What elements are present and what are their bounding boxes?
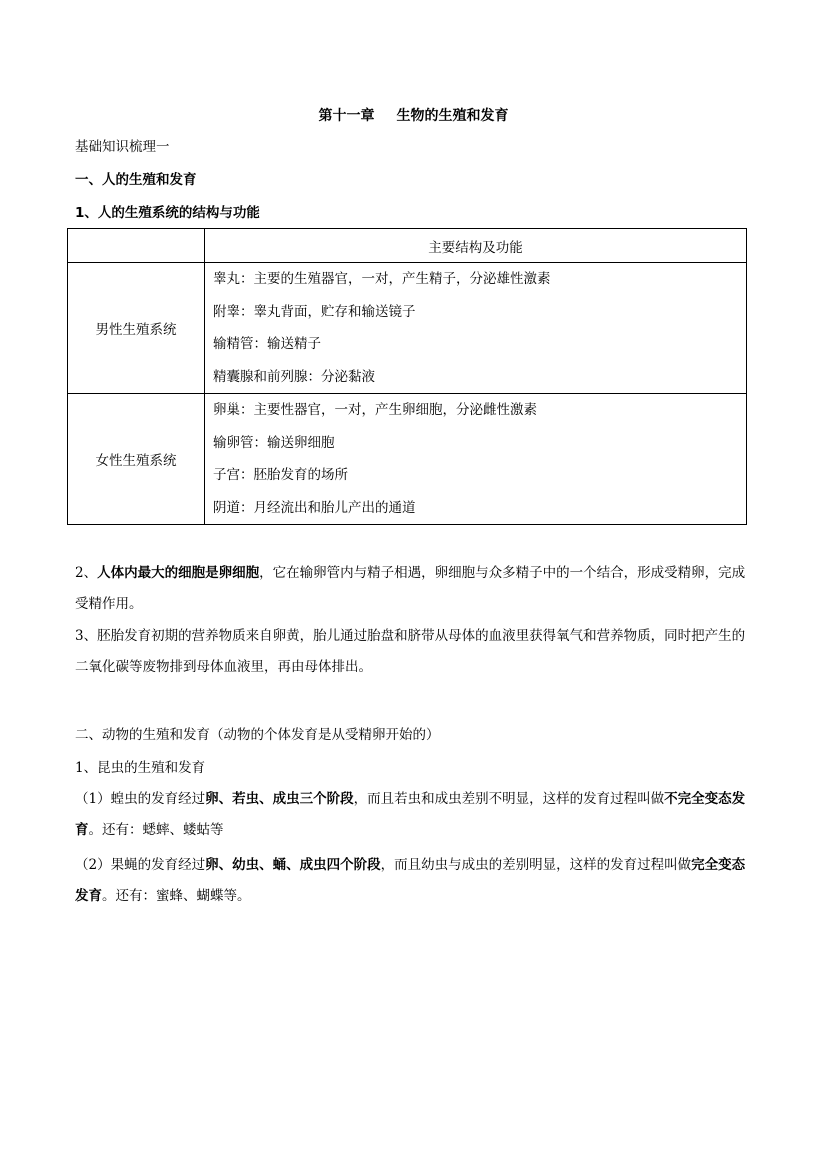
row-items (205, 394, 747, 525)
table-row (68, 394, 747, 525)
page-title (0, 105, 827, 125)
bold-span: 不完全变态发育 (75, 791, 746, 838)
list-item: 附睾：睾丸背面，贮存和输送镜子 (213, 303, 416, 320)
section2-heading: 二、动物的生殖和发育（动物的个体发育是从受精卵开始的） (75, 727, 440, 743)
chapter-name: 生物的生殖和发育 (396, 108, 509, 124)
text-span: （1）蝗虫的发育经过 (75, 791, 206, 807)
list-item: 睾丸：主要的生殖器官，一对，产生精子，分泌雄性激素 (213, 271, 551, 287)
row-items (205, 263, 747, 394)
list-item: 输卵管：输送卵细胞 (213, 434, 335, 451)
row-label: 女性生殖系统 (68, 394, 205, 525)
row-label: 男性生殖系统 (68, 263, 205, 394)
table-header-cell: 主要结构及功能 (205, 229, 747, 263)
chapter-number: 第十一章 (318, 108, 375, 124)
list-item: 卵巢：主要性器官，一对，产生卵细胞，分泌雌性激素 (213, 402, 537, 418)
paragraph-2-bold: 人体内最大的细胞是卵细胞 (97, 565, 260, 581)
bold-span: 完全变态发育 (75, 857, 746, 904)
list-item: 子宫：胚胎发育的场所 (213, 467, 348, 483)
table-header-row (68, 229, 747, 263)
reproductive-system-table (67, 228, 747, 525)
text-span: ，而且若虫和成虫差别不明显，这样的发育过程叫做 (353, 791, 665, 807)
paragraph-2-prefix: 2、 (75, 565, 98, 581)
list-item: 精囊腺和前列腺：分泌黏液 (213, 368, 375, 385)
text-span: （2）果蝇的发育经过 (75, 857, 206, 873)
section1-heading: 一、人的生殖和发育 (75, 172, 197, 188)
bold-span: 卵、若虫、成虫三个阶段 (205, 791, 354, 807)
bold-span: 卵、幼虫、蛹、成虫四个阶段 (205, 857, 381, 873)
subtitle: 基础知识梳理一 (75, 139, 170, 155)
paragraph-3: 3、胚胎发育初期的营养物质来自卵黄，胎儿通过胎盘和脐带从母体的血液里获得氧气和营养物质，同时把产生的二氧化碳等废物排到母体血液里，再由母体排出。 (75, 628, 746, 675)
paragraph-2-rest: ，它在输卵管内与精子相遇，卵细胞与众多精子中的一个结合，形成受精卵，完成受精作用。 (75, 565, 746, 612)
insect-paragraph-2 (75, 850, 752, 912)
insect-paragraph-1 (75, 784, 752, 846)
text-span: ，而且幼虫与成虫的差别明显，这样的发育过程叫做 (380, 857, 692, 873)
section1-subheading: 1、人的生殖系统的结构与功能 (75, 205, 260, 221)
text-span: 。还有：蜜蜂、蝴蝶等。 (102, 888, 251, 904)
section2-subheading: 1、昆虫的生殖和发育 (75, 760, 206, 776)
text-span: 。还有：蟋蟀、蝼蛄等 (88, 822, 224, 838)
list-item: 输精管：输送精子 (213, 336, 321, 352)
list-item: 阴道：月经流出和胎儿产出的通道 (213, 499, 416, 516)
paragraph-2 (75, 558, 752, 620)
table-row (68, 263, 747, 394)
table-header-cell-empty (68, 229, 205, 263)
